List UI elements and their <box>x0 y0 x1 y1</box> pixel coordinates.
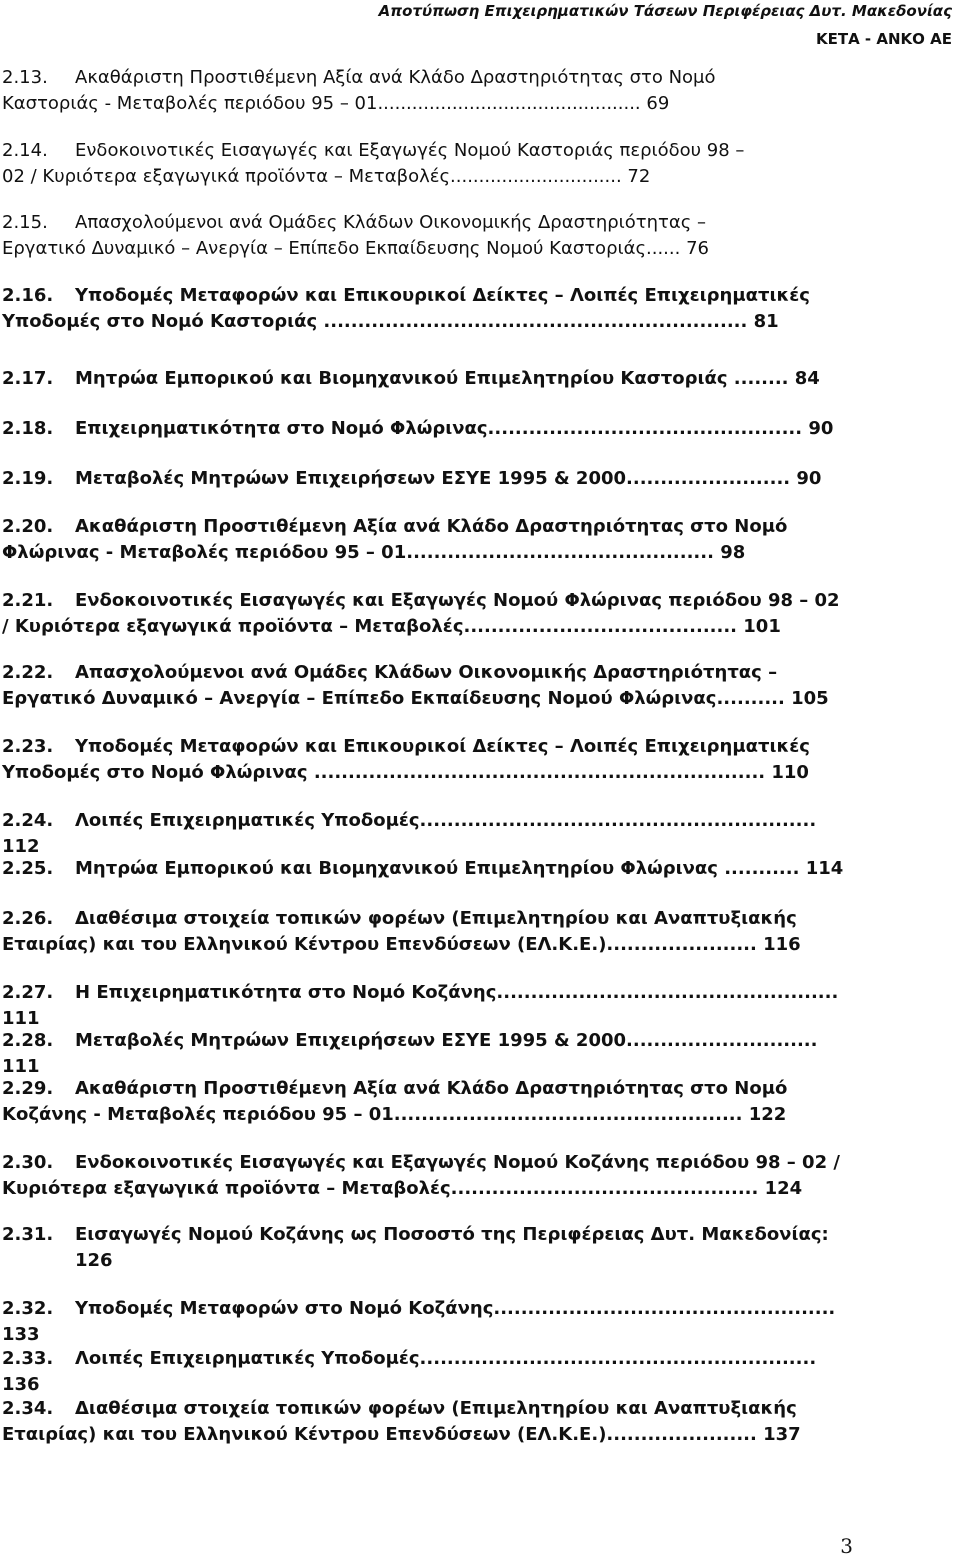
toc-entry-line <box>2 466 850 492</box>
toc-entry-continuation: Υποδομές στο Νομό Φλώρινας .................................................................. 110 <box>2 762 809 783</box>
toc-entry-number: 2.13. <box>2 67 48 88</box>
toc-entry[interactable] <box>2 65 850 117</box>
toc-entry[interactable] <box>2 283 850 335</box>
toc-entry-title: Ακαθάριστη Προστιθέμενη Αξία ανά Κλάδο Δραστηριότητας στο Νομό <box>75 67 716 88</box>
toc-entry[interactable] <box>2 1296 850 1348</box>
running-header <box>379 0 952 50</box>
toc-entry-continuation: Εργατικό Δυναμικό – Ανεργία – Επίπεδο Εκπαίδευσης Νομού Φλώρινας.......... 105 <box>2 688 829 709</box>
toc-entry-line <box>2 283 850 309</box>
toc-entry-line <box>2 906 850 932</box>
toc-entry[interactable] <box>2 808 850 860</box>
toc-entry-line <box>2 65 850 91</box>
toc-entry-number: 2.18. <box>2 418 54 439</box>
toc-entry-line <box>2 416 850 442</box>
toc-entry-number: 2.19. <box>2 468 54 489</box>
toc-entry-title: Ενδοκοινοτικές Εισαγωγές και Εξαγωγές Νομού Κοζάνης περιόδου 98 – 02 / <box>75 1152 840 1173</box>
toc-entry[interactable] <box>2 734 850 786</box>
toc-entry-number: 2.29. <box>2 1078 54 1099</box>
toc-entry-title: Απασχολούμενοι ανά Ομάδες Κλάδων Οικονομικής Δραστηριότητας – <box>75 662 778 683</box>
organization-name: ΚΕΤΑ - ΑΝΚΟ ΑΕ <box>816 30 952 48</box>
toc-entry[interactable] <box>2 1346 850 1398</box>
toc-entry-line <box>2 808 850 860</box>
toc-entry-title: Λοιπές Επιχειρηματικές Υποδομές.......................................................... 112 <box>2 810 823 857</box>
toc-entry-title: Υποδομές Μεταφορών στο Νομό Κοζάνης.................................................. 133 <box>2 1298 842 1345</box>
toc-entry-title: Μητρώα Εμπορικού και Βιομηχανικού Επιμελητηρίου Καστοριάς ........ 84 <box>75 368 820 389</box>
toc-entry[interactable] <box>2 980 850 1032</box>
toc-entry-line <box>2 1296 850 1348</box>
toc-entry-title: Ακαθάριστη Προστιθέμενη Αξία ανά Κλάδο Δραστηριότητας στο Νομό <box>75 1078 788 1099</box>
toc-entry-title: Απασχολούμενοι ανά Ομάδες Κλάδων Οικονομικής Δραστηριότητας – <box>75 212 706 233</box>
toc-entry-continuation: Εταιρίας) και του Ελληνικού Κέντρου Επενδύσεων (ΕΛ.Κ.Ε.)...................... 137 <box>2 1424 801 1445</box>
toc-entry-number: 2.22. <box>2 662 54 683</box>
table-of-contents <box>2 65 850 1465</box>
toc-entry-continuation: Καστοριάς - Μεταβολές περιόδου 95 – 01.............................................. 69 <box>2 93 670 114</box>
toc-entry[interactable] <box>2 660 850 712</box>
page-number: 3 <box>840 1534 853 1558</box>
toc-entry-continuation: Κυριότερα εξαγωγικά προϊόντα – Μεταβολές............................................. 124 <box>2 1178 803 1199</box>
toc-entry[interactable] <box>2 1028 850 1080</box>
toc-entry-title: Επιχειρηματικότητα στο Νομό Φλώρινας.............................................. 90 <box>75 418 834 439</box>
toc-entry-title: Ενδοκοινοτικές Εισαγωγές και Εξαγωγές Νομού Καστοριάς περιόδου 98 – <box>75 140 745 161</box>
toc-entry-number: 2.34. <box>2 1398 54 1419</box>
toc-entry[interactable] <box>2 856 850 882</box>
toc-entry[interactable] <box>2 138 850 190</box>
toc-entry-number: 2.33. <box>2 1348 54 1369</box>
toc-entry-title: Ενδοκοινοτικές Εισαγωγές και Εξαγωγές Νομού Φλώρινας περιόδου 98 – 02 <box>75 590 840 611</box>
toc-entry-number: 2.28. <box>2 1030 54 1051</box>
toc-entry-line <box>2 856 850 882</box>
toc-entry-title: Ακαθάριστη Προστιθέμενη Αξία ανά Κλάδο Δραστηριότητας στο Νομό <box>75 516 788 537</box>
toc-entry-line <box>2 366 850 392</box>
toc-entry[interactable] <box>2 416 850 442</box>
toc-entry[interactable] <box>2 366 850 392</box>
toc-entry-continuation: / Κυριότερα εξαγωγικά προϊόντα – Μεταβολές........................................ 101 <box>2 616 781 637</box>
toc-entry-continuation: Εργατικό Δυναμικό – Ανεργία – Επίπεδο Εκπαίδευσης Νομού Καστοριάς...... 76 <box>2 238 709 259</box>
document-title: Αποτύπωση Επιχειρηματικών Τάσεων Περιφέρειας Δυτ. Μακεδονίας <box>378 2 952 20</box>
toc-entry-line <box>2 1150 850 1176</box>
toc-entry-title: Λοιπές Επιχειρηματικές Υποδομές.......................................................... 136 <box>2 1348 823 1395</box>
toc-entry[interactable] <box>2 514 850 566</box>
toc-entry-number: 2.21. <box>2 590 54 611</box>
toc-entry[interactable] <box>2 906 850 958</box>
toc-entry-number: 2.26. <box>2 908 54 929</box>
toc-entry[interactable] <box>2 210 850 262</box>
toc-entry-continuation: 126 <box>75 1250 113 1271</box>
toc-entry-continuation: Εταιρίας) και του Ελληνικού Κέντρου Επενδύσεων (ΕΛ.Κ.Ε.)...................... 116 <box>2 934 801 955</box>
toc-entry-continuation: Κοζάνης - Μεταβολές περιόδου 95 – 01................................................... 122 <box>2 1104 787 1125</box>
toc-entry-line <box>2 980 850 1032</box>
toc-entry-title: Η Επιχειρηματικότητα στο Νομό Κοζάνης.................................................. 111 <box>2 982 845 1029</box>
toc-entry-line <box>2 588 850 614</box>
toc-entry-line <box>2 1076 850 1102</box>
toc-entry-number: 2.24. <box>2 810 54 831</box>
toc-entry-number: 2.30. <box>2 1152 54 1173</box>
toc-entry-continuation: Υποδομές στο Νομό Καστοριάς .............................................................. 81 <box>2 311 779 332</box>
toc-entry-number: 2.17. <box>2 368 54 389</box>
toc-entry-number: 2.25. <box>2 858 54 879</box>
toc-entry-line <box>2 1222 850 1248</box>
toc-entry-line <box>2 660 850 686</box>
toc-entry-line <box>2 1396 850 1422</box>
toc-entry[interactable] <box>2 1150 850 1202</box>
toc-entry-title: Διαθέσιμα στοιχεία τοπικών φορέων (Επιμελητηρίου και Αναπτυξιακής <box>75 1398 797 1419</box>
toc-entry[interactable] <box>2 1076 850 1128</box>
toc-entry[interactable] <box>2 1222 850 1274</box>
toc-entry-number: 2.27. <box>2 982 54 1003</box>
toc-entry-number: 2.32. <box>2 1298 54 1319</box>
toc-entry-title: Υποδομές Μεταφορών και Επικουρικοί Δείκτες – Λοιπές Επιχειρηματικές <box>75 736 810 757</box>
toc-entry-number: 2.15. <box>2 212 48 233</box>
toc-entry-title: Υποδομές Μεταφορών και Επικουρικοί Δείκτες – Λοιπές Επιχειρηματικές <box>75 285 810 306</box>
toc-entry-title: Εισαγωγές Νομού Κοζάνης ως Ποσοστό της Περιφέρειας Δυτ. Μακεδονίας: <box>75 1224 829 1245</box>
toc-entry-line <box>2 514 850 540</box>
toc-entry-number: 2.16. <box>2 285 54 306</box>
toc-entry-title: Μεταβολές Μητρώων Επιχειρήσεων ΕΣΥΕ 1995 & 2000............................ 111 <box>2 1030 824 1077</box>
toc-entry[interactable] <box>2 588 850 640</box>
toc-entry-title: Μεταβολές Μητρώων Επιχειρήσεων ΕΣΥΕ 1995 & 2000........................ 90 <box>75 468 822 489</box>
toc-entry-number: 2.14. <box>2 140 48 161</box>
toc-entry-number: 2.20. <box>2 516 54 537</box>
toc-entry[interactable] <box>2 1396 850 1448</box>
toc-entry-continuation: 02 / Κυριότερα εξαγωγικά προϊόντα – Μεταβολές.............................. 72 <box>2 166 651 187</box>
toc-entry-title: Μητρώα Εμπορικού και Βιομηχανικού Επιμελητηρίου Φλώρινας ........... 114 <box>75 858 844 879</box>
toc-entry-line <box>2 1028 850 1080</box>
toc-entry-line <box>2 1346 850 1398</box>
toc-entry-line <box>2 734 850 760</box>
toc-entry-title: Διαθέσιμα στοιχεία τοπικών φορέων (Επιμελητηρίου και Αναπτυξιακής <box>75 908 797 929</box>
toc-entry-continuation: Φλώρινας - Μεταβολές περιόδου 95 – 01............................................. 98 <box>2 542 746 563</box>
toc-entry-line <box>2 138 850 164</box>
toc-entry-number: 2.23. <box>2 736 54 757</box>
toc-entry-number: 2.31. <box>2 1224 54 1245</box>
toc-entry-line <box>2 210 850 236</box>
toc-entry[interactable] <box>2 466 850 492</box>
